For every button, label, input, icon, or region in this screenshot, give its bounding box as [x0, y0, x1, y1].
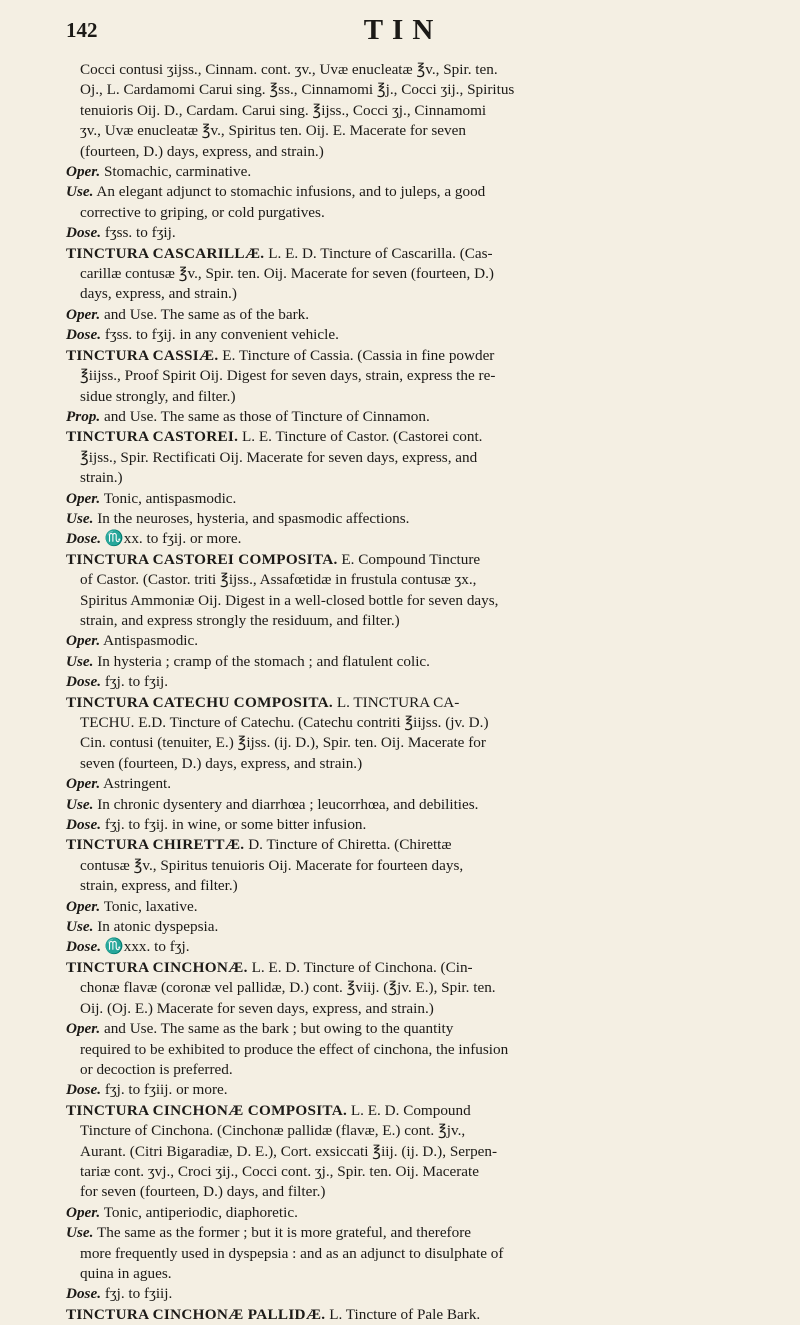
entry-field-line — [66, 1019, 740, 1039]
entry-field-line — [66, 631, 740, 651]
continuation-line: ʒv., Uvæ enucleatæ ℥v., Spiritus ten. Oij. E. Macerate for seven — [80, 122, 466, 140]
field-text: and Use. The same as the bark ; but owing to the quantity — [103, 1020, 454, 1038]
continuation-line: Cin. contusi (tenuiter, E.) ℥ijss. (ij. D.), Spir. ten. Oij. Macerate for — [80, 734, 486, 752]
page-number: 142 — [66, 18, 98, 42]
field-text: fʒss. to fʒij. in any convenient vehicle. — [104, 326, 339, 344]
field-text: and Use. The same as those of Tincture of Cinnamon. — [103, 407, 430, 425]
running-head — [66, 14, 740, 54]
entry-title: TINCTURA CASSIÆ. — [66, 346, 219, 364]
field-label: Oper. — [66, 632, 101, 650]
entry-title: TINCTURA CASTOREI COMPOSITA. — [66, 550, 338, 568]
continuation-line: more frequently used in dyspepsia : and as an adjunct to disulphate of — [80, 1244, 504, 1262]
entry-heading-line — [66, 427, 740, 447]
entry-field-line — [66, 305, 740, 325]
field-text: In hysteria ; cramp of the stomach ; and flatulent colic. — [97, 652, 430, 670]
entry-field-line — [66, 937, 740, 957]
field-text: fʒj. to fʒij. in wine, or some bitter infusion. — [104, 816, 367, 834]
field-text: Antispasmodic. — [103, 632, 199, 650]
continuation-line: or decoction is preferred. — [80, 1060, 233, 1078]
entry-heading-line — [66, 835, 740, 855]
field-label: Prop. — [66, 407, 101, 425]
entry-field-line — [66, 325, 740, 345]
field-text: fʒj. to fʒiij. or more. — [104, 1081, 228, 1099]
entry-field-line — [66, 795, 740, 815]
field-text: Tonic, antispasmodic. — [103, 489, 237, 507]
entry-heading-line — [66, 346, 740, 366]
field-label: Dose. — [66, 673, 102, 691]
entry-heading-line — [66, 958, 740, 978]
field-text: The same as the former ; but it is more grateful, and therefore — [96, 1224, 472, 1242]
continuation-line: tariæ cont. ʒvj., Croci ʒij., Cocci cont. ʒj., Spir. ten. Oij. Macerate — [80, 1162, 479, 1180]
entry-text: D. Tincture of Chiretta. (Chirettæ — [248, 836, 452, 854]
continuation-line: contusæ ℥v., Spiritus tenuioris Oij. Macerate for fourteen days, — [80, 856, 464, 874]
field-label: Oper. — [66, 775, 101, 793]
field-text: Stomachic, carminative. — [103, 163, 252, 181]
entry-text: E. Tincture of Cassia. (Cassia in fine powder — [222, 346, 495, 364]
entry-field-line — [66, 897, 740, 917]
field-label: Use. — [66, 918, 94, 936]
continuation-line: quina in agues. — [80, 1264, 172, 1282]
continuation-line: ℥ijss., Spir. Rectificati Oij. Macerate for seven days, express, and — [80, 448, 478, 466]
field-label: Use. — [66, 795, 94, 813]
entry-field-line — [66, 774, 740, 794]
continuation-line: Oj., L. Cardamomi Carui sing. ℥ss., Cinnamomi ℥j., Cocci ʒij., Spiritus — [80, 81, 515, 99]
entry-text: L. E. Tincture of Castor. (Castorei cont. — [242, 428, 483, 446]
continuation-line: corrective to griping, or cold purgatives. — [80, 203, 325, 221]
field-text: and Use. The same as of the bark. — [103, 305, 310, 323]
field-label: Use. — [66, 183, 94, 201]
entry-heading-line — [66, 244, 740, 264]
entry-field-line — [66, 489, 740, 509]
entry-field-line — [66, 1223, 740, 1243]
entry-field-line — [66, 509, 740, 529]
entry-field-line — [66, 917, 740, 937]
entry-title: TINCTURA CINCHONÆ. — [66, 958, 248, 976]
field-label: Dose. — [66, 326, 102, 344]
field-text: In atonic dyspepsia. — [97, 918, 219, 936]
field-label: Oper. — [66, 305, 101, 323]
field-label: Dose. — [66, 816, 102, 834]
entry-field-line — [66, 1080, 740, 1100]
field-label: Dose. — [66, 224, 102, 242]
field-label: Oper. — [66, 1020, 101, 1038]
field-text: ♏xxx. to fʒj. — [104, 938, 190, 956]
field-text: An elegant adjunct to stomachic infusions, and to juleps, a good — [96, 183, 486, 201]
field-label: Dose. — [66, 1081, 102, 1099]
entry-field-line — [66, 1203, 740, 1223]
field-label: Oper. — [66, 1203, 101, 1221]
continuation-line: strain.) — [80, 469, 123, 487]
entry-text: L. E. D. Tincture of Cinchona. (Cin- — [251, 958, 473, 976]
entry-text: L. TINCTURA CA- — [336, 693, 460, 711]
field-text: ♏xx. to fʒij. or more. — [104, 530, 242, 548]
entry-text: L. E. D. Compound — [350, 1101, 471, 1119]
field-text: Astringent. — [103, 775, 172, 793]
running-title: TIN — [363, 14, 443, 46]
continuation-line: tenuioris Oij. D., Cardam. Carui sing. ℥ijss., Cocci ʒj., Cinnamomi — [80, 101, 487, 119]
continuation-line: Aurant. (Citri Bigaradiæ, D. E.), Cort. exsiccati ℥iij. (ij. D.), Serpen- — [80, 1142, 498, 1160]
entry-field-line — [66, 815, 740, 835]
continuation-line: strain, express, and filter.) — [80, 877, 238, 895]
entry-field-line — [66, 182, 740, 202]
entry-field-line — [66, 162, 740, 182]
entry-field-line — [66, 529, 740, 549]
continuation-line: carillæ contusæ ℥v., Spir. ten. Oij. Macerate for seven (fourteen, D.) — [80, 265, 494, 283]
continuation-line: strain, and express strongly the residuum, and filter.) — [80, 611, 400, 629]
entry-field-line — [66, 223, 740, 243]
entry-heading-line — [66, 1305, 740, 1325]
field-label: Oper. — [66, 897, 101, 915]
field-text: fʒss. to fʒij. — [104, 224, 176, 242]
field-label: Dose. — [66, 530, 102, 548]
entry-title: TINCTURA CINCHONÆ COMPOSITA. — [66, 1101, 348, 1119]
field-label: Use. — [66, 509, 94, 527]
continuation-line: ℥iijss., Proof Spirit Oij. Digest for seven days, strain, express the re- — [80, 367, 496, 385]
entry-heading-line — [66, 693, 740, 713]
field-text: fʒj. to fʒiij. — [104, 1285, 173, 1303]
continuation-line: Cocci contusi ʒijss., Cinnam. cont. ʒv., Uvæ enucleatæ ℥v., Spir. ten. — [80, 61, 498, 78]
entry-text: L. E. D. Tincture of Cascarilla. (Cas- — [268, 244, 493, 262]
entry-title: TINCTURA CINCHONÆ PALLIDÆ. — [66, 1305, 326, 1323]
continuation-line: Spiritus Ammoniæ Oij. Digest in a well-closed bottle for seven days, — [80, 591, 499, 609]
field-label: Dose. — [66, 1285, 102, 1303]
entry-title: TINCTURA CATECHU COMPOSITA. — [66, 693, 334, 711]
entry-title: TINCTURA CASTOREI. — [66, 428, 239, 446]
field-text: In chronic dysentery and diarrhœa ; leucorrhœa, and debilities. — [97, 795, 479, 813]
continuation-line: for seven (fourteen, D.) days, and filter.) — [80, 1183, 326, 1201]
continuation-line: chonæ flavæ (coronæ vel pallidæ, D.) cont. ℥viij. (℥jv. E.), Spir. ten. — [80, 979, 496, 997]
entry-text: E. Compound Tincture — [341, 550, 481, 568]
field-text: In the neuroses, hysteria, and spasmodic affections. — [97, 509, 410, 527]
continuation-line: (fourteen, D.) days, express, and strain.) — [80, 142, 324, 160]
entry-heading-line — [66, 550, 740, 570]
continuation-line: days, express, and strain.) — [80, 285, 237, 303]
continuation-line: Oij. (Oj. E.) Macerate for seven days, express, and strain.) — [80, 999, 434, 1017]
continuation-line: sidue strongly, and filter.) — [80, 387, 236, 405]
continuation-line: seven (fourteen, D.) days, express, and strain.) — [80, 754, 363, 772]
entry-field-line — [66, 672, 740, 692]
field-text: fʒj. to fʒij. — [104, 673, 169, 691]
field-label: Dose. — [66, 938, 102, 956]
entry-heading-line — [66, 1101, 740, 1121]
entry-title: TINCTURA CHIRETTÆ. — [66, 836, 245, 854]
continuation-line: Tincture of Cinchona. (Cinchonæ pallidæ (flavæ, E.) cont. ℥jv., — [80, 1122, 466, 1140]
field-label: Use. — [66, 1224, 94, 1242]
field-text: Tonic, laxative. — [103, 897, 198, 915]
field-label: Oper. — [66, 163, 101, 181]
field-text: Tonic, antiperiodic, diaphoretic. — [103, 1203, 298, 1221]
entry-field-line — [66, 407, 740, 427]
continuation-line: TECHU. E.D. Tincture of Catechu. (Catechu contriti ℥iijss. (jv. D.) — [80, 714, 489, 731]
entry-field-line — [66, 652, 740, 672]
entry-text: L. Tincture of Pale Bark. — [329, 1305, 481, 1323]
continuation-line: of Castor. (Castor. triti ℥ijss., Assafœtidæ in frustula contusæ ʒx., — [80, 571, 477, 589]
continuation-line: required to be exhibited to produce the effect of cinchona, the infusion — [80, 1040, 509, 1058]
entry-title: TINCTURA CASCARILLÆ. — [66, 244, 265, 262]
dictionary-entries — [66, 60, 740, 1325]
field-label: Oper. — [66, 489, 101, 507]
field-label: Use. — [66, 652, 94, 670]
